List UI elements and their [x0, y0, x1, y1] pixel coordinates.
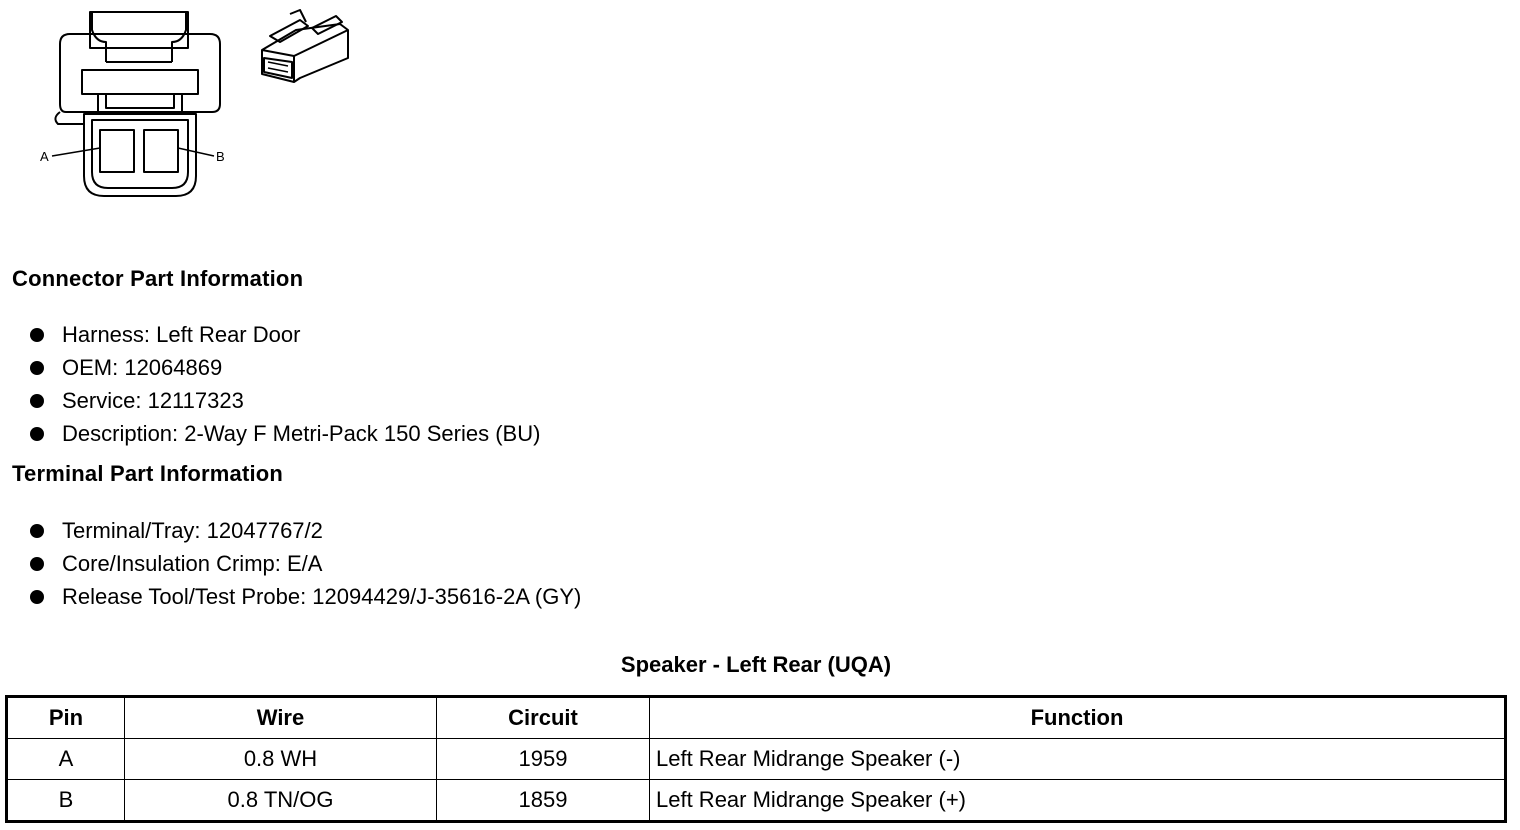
table-title: Speaker - Left Rear (UQA)	[620, 652, 892, 677]
cell-wire: 0.8 TN/OG	[125, 780, 437, 822]
table-header-row	[7, 697, 1506, 739]
connector-iso-view	[262, 10, 348, 82]
cell-wire: 0.8 WH	[125, 739, 437, 780]
list-item: Core/Insulation Crimp: E/A	[28, 547, 581, 580]
list-item: Harness: Left Rear Door	[28, 318, 540, 351]
list-item: Release Tool/Test Probe: 12094429/J-35616-2A (GY)	[28, 580, 581, 613]
terminal-info-heading: Terminal Part Information	[12, 461, 284, 486]
terminal-info-list	[28, 514, 581, 613]
pin-label-a: A	[40, 149, 49, 164]
cell-function: Left Rear Midrange Speaker (-)	[650, 739, 1506, 780]
cell-pin: B	[7, 780, 125, 822]
column-header-pin: Pin	[7, 697, 125, 739]
bullet-icon	[30, 361, 44, 375]
column-header-circuit: Circuit	[437, 697, 650, 739]
table-row	[7, 780, 1506, 822]
cell-circuit: 1959	[437, 739, 650, 780]
connector-face-view	[52, 12, 220, 196]
column-header-function: Function	[650, 697, 1506, 739]
list-item: Description: 2-Way F Metri-Pack 150 Series (BU)	[28, 417, 540, 450]
list-item: OEM: 12064869	[28, 351, 540, 384]
bullet-icon	[30, 427, 44, 441]
table-row	[7, 739, 1506, 780]
list-item: Terminal/Tray: 12047767/2	[28, 514, 581, 547]
list-item: Service: 12117323	[28, 384, 540, 417]
bullet-icon	[30, 328, 44, 342]
connector-info-heading: Connector Part Information	[12, 266, 304, 291]
bullet-icon	[30, 557, 44, 571]
pin-label-b: B	[216, 149, 225, 164]
pinout-table	[5, 695, 1507, 823]
bullet-icon	[30, 524, 44, 538]
cell-function: Left Rear Midrange Speaker (+)	[650, 780, 1506, 822]
bullet-icon	[30, 590, 44, 604]
column-header-wire: Wire	[125, 697, 437, 739]
connector-diagram	[0, 0, 360, 210]
connector-info-list	[28, 318, 540, 450]
bullet-icon	[30, 394, 44, 408]
cell-circuit: 1859	[437, 780, 650, 822]
cell-pin: A	[7, 739, 125, 780]
